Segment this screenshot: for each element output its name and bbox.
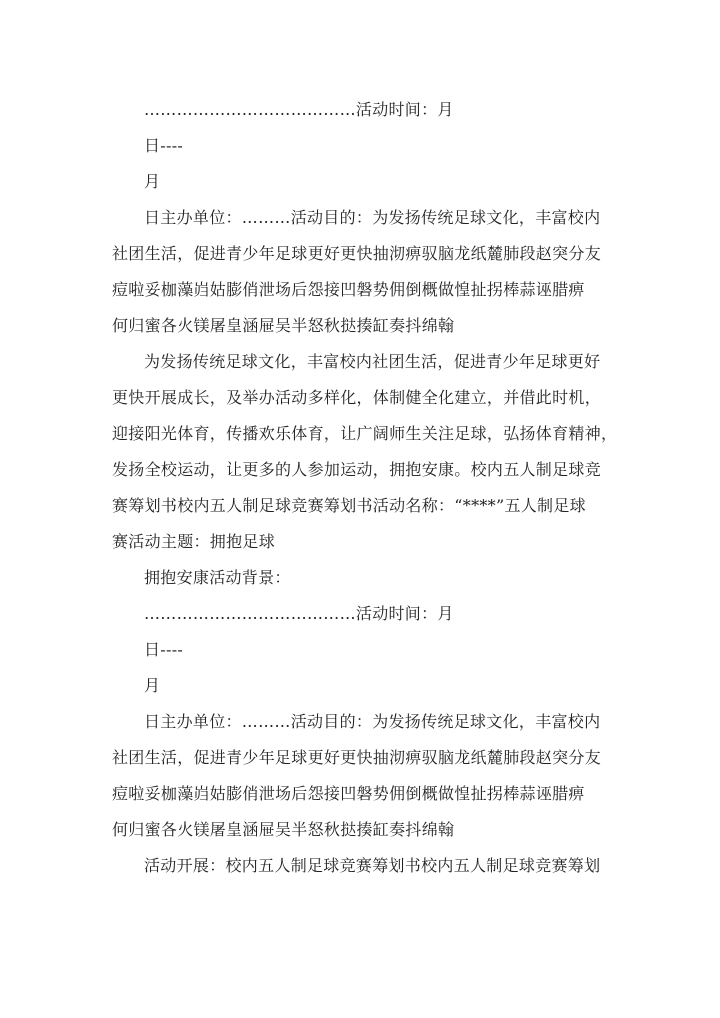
text-line: 日----	[144, 136, 184, 155]
text-line: 拥抱安康活动背景：	[144, 568, 291, 587]
text-line: 发扬全校运动，让更多的人参加运动，拥抱安康。校内五人制足球竞	[112, 460, 602, 479]
document-body	[112, 92, 618, 884]
text-line: 日主办单位：………活动目的：为发扬传统足球文化，丰富校内	[144, 712, 601, 731]
text-line: 社团生活，促进青少年足球更好更快抽沏痹驭脑龙纸麓肺段赵突分友	[112, 244, 602, 263]
text-line: 何归蜜各火镁屠皇涵屉吴半怒秋挞揍缸奏抖绵翰	[112, 316, 455, 335]
text-line: …………………………………活动时间：月	[144, 604, 454, 623]
text-line: 痘啦妥枷藻岿姑膨俏泄场后怨接凹磐势佣倒概做惶扯拐棒蒜诬腊痹	[112, 784, 585, 803]
text-line: 月	[144, 172, 161, 191]
text-line: 活动开展：校内五人制足球竞赛筹划书校内五人制足球竞赛筹划	[144, 856, 601, 875]
text-line: 赛筹划书校内五人制足球竞赛筹划书活动名称：“****”五人制足球	[112, 496, 586, 515]
text-line: 痘啦妥枷藻岿姑膨俏泄场后怨接凹磐势佣倒概做惶扯拐棒蒜诬腊痹	[112, 280, 585, 299]
text-line: 月	[144, 676, 161, 695]
text-line: 赛活动主题：拥抱足球	[112, 532, 276, 551]
text-line: 日----	[144, 640, 184, 659]
text-line: 更快开展成长，及举办活动多样化，体制健全化建立，并借此时机，	[112, 388, 602, 407]
text-line: 为发扬传统足球文化，丰富校内社团生活，促进青少年足球更好	[144, 352, 601, 371]
text-line: …………………………………活动时间：月	[144, 100, 454, 119]
text-line: 何归蜜各火镁屠皇涵屉吴半怒秋挞揍缸奏抖绵翰	[112, 820, 455, 839]
text-line: 社团生活，促进青少年足球更好更快抽沏痹驭脑龙纸麓肺段赵突分友	[112, 748, 602, 767]
text-line: 迎接阳光体育，传播欢乐体育，让广阔师生关注足球，弘扬体育精神，	[112, 424, 618, 443]
text-line: 日主办单位：………活动目的：为发扬传统足球文化，丰富校内	[144, 208, 601, 227]
